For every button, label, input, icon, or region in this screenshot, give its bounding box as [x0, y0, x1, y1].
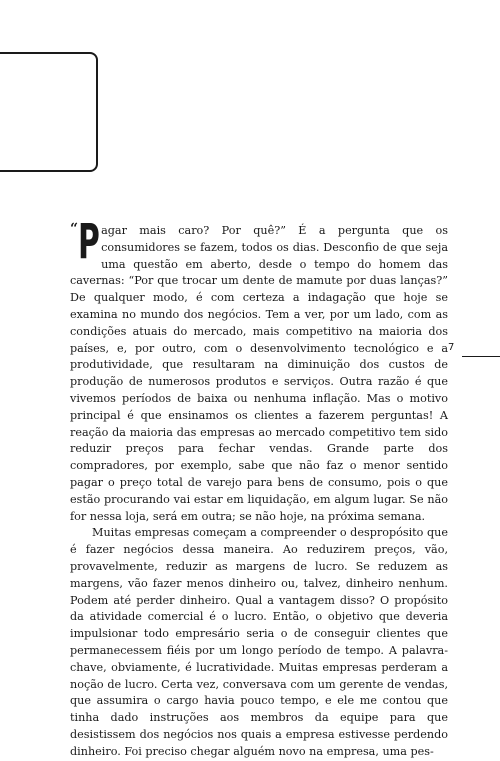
- paragraph-1: [70, 214, 448, 525]
- page-number: 7: [448, 342, 455, 353]
- page-number-rule: [462, 356, 500, 357]
- drop-cap-letter: P: [78, 214, 100, 270]
- decorative-corner-box: [0, 52, 98, 172]
- drop-cap-block: [70, 214, 100, 270]
- paragraph-1-text: agar mais caro? Por quê?” É a pergunta que os consumidores se fazem, todos os dias. Desconfio de que seja uma questão em aberto, desde o tempo do homem das cavernas: “Por que trocar um dente de mamute por duas lanças?” De qualquer modo, é com certeza a indagação que hoje se examina no mundo dos negócios. Tem a ver, por um lado, com as condições atuais do mercado, mais competitivo na maioria dos países, e, por outro, com o desenvolvimento tecnológico e a produtividade, que resultaram na diminuição dos custos de produção de numerosos produtos e serviços. Outra razão é que vivemos períodos de baixa ou nenhuma inflação. Mas o motivo principal é que ensinamos os clientes a fazerem perguntas! A reação da maioria das empresas ao mercado competitivo tem sido reduzir preços para fechar vendas. Grande parte dos compradores, por exemplo, sabe que não faz o menor sentido pagar o preço total de varejo para bens de consumo, pois o que estão procurando vai estar em liquidação, em algum lugar. Se não for nessa loja, será em outra; se não hoje, na próxima semana.: [70, 224, 448, 523]
- opening-quote-mark: “: [70, 221, 79, 237]
- article-body: [70, 214, 448, 761]
- paragraph-2: Muitas empresas começam a compreender o despropósito que é fazer negócios dessa maneira. Ao reduzirem preços, vão, provavelmente, reduzir as margens de lucro. Se reduzem as margens, vão fazer menos dinheiro ou, talvez, dinheiro nenhum. Podem até perder dinheiro. Qual a vantagem disso? O propósito da atividade comercial é o lucro. Então, o objetivo que deveria impulsionar todo empresário seria o de conseguir clientes que permanecessem fiéis por um longo período de tempo. A palavra-chave, obviamente, é lucratividade. Muitas empresas perderam a noção de lucro. Certa vez, conversava com um gerente de vendas, que assumira o cargo havia pouco tempo, e ele me contou que tinha dado instruções aos membros da equipe para que desistissem dos negócios nos quais a empresa estivesse perdendo dinheiro. Foi preciso chegar alguém novo na empresa, uma pes-: [70, 526, 448, 758]
